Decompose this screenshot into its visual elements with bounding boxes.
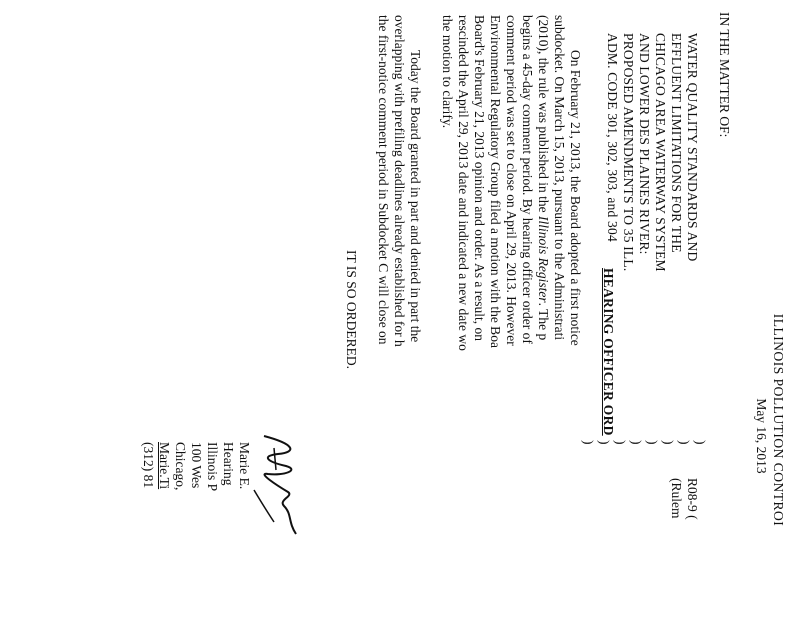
signature-name: Marie E.	[237, 442, 252, 490]
header-date: May 16, 2013	[754, 398, 769, 474]
signature-title: Hearing	[221, 442, 236, 486]
paragraph-1-line: On February 21, 2013, the Board adopted a first notice	[568, 50, 583, 346]
docket-type: (Rulem	[669, 478, 684, 519]
caption-paren: )	[677, 440, 692, 445]
publication-title: Illinois Register	[536, 215, 551, 303]
paragraph-1-line: comment period was set to close on April 29, 2013. However	[504, 15, 519, 346]
paragraph-1-line: rescinded the April 29, 2013 date and indicated a new date wo	[456, 15, 471, 351]
paragraph-2-line: the first-notice comment period in Subdocket C will close on	[376, 15, 391, 345]
caption-paren: )	[613, 440, 628, 445]
caption-paren: )	[661, 440, 676, 445]
paragraph-1-line	[536, 15, 551, 340]
paragraph-1-text: (2010), the rule was published in the	[536, 15, 551, 216]
signature-address: 100 Wes	[189, 442, 204, 489]
caption-line: WATER QUALITY STANDARDS AND	[685, 33, 700, 262]
caption-line: AND LOWER DES PLAINES RIVER:	[637, 33, 652, 255]
matter-heading: IN THE MATTER OF:	[717, 12, 732, 138]
caption-paren: )	[629, 440, 644, 445]
paragraph-1-line: the motion to clarify.	[440, 15, 455, 129]
signature-email-link[interactable]: Marie.Ti	[157, 442, 172, 490]
caption-paren: )	[597, 440, 612, 445]
signature-agency: Illinois P	[205, 442, 220, 492]
signature-phone: (312) 81	[141, 442, 156, 489]
order-heading: HEARING OFFICER ORD	[601, 268, 616, 436]
signature-city: Chicago,	[173, 442, 188, 491]
caption-line: EFFLUENT LIMITATIONS FOR THE	[669, 33, 684, 253]
caption-line: ADM. CODE 301, 302, 303, and 304	[605, 33, 620, 242]
paragraph-1-line: begins a 45-day comment period. By hearing officer order of	[520, 15, 535, 344]
caption-paren: )	[645, 440, 660, 445]
paragraph-1-line: subdocket. On March 15, 2013, pursuant to the Administrati	[552, 15, 567, 341]
caption-paren: )	[581, 440, 596, 445]
paragraph-1-line: Board's February 21, 2013 opinion and order. As a result, on	[472, 15, 487, 342]
paragraph-1-line: Environmental Regulatory Group filed a motion with the Boa	[488, 15, 503, 348]
paragraph-2-line: Today the Board granted in part and denied in part the	[408, 50, 423, 343]
paragraph-2-line: overlapping with prefiling deadlines already established for h	[392, 15, 407, 347]
caption-paren: )	[693, 440, 708, 445]
paragraph-1-text: . The p	[536, 302, 551, 341]
header-agency-title: ILLINOIS POLLUTION CONTROI	[771, 313, 786, 527]
caption-line: CHICAGO AREA WATERWAY SYSTEM	[653, 33, 668, 272]
closing-statement: IT IS SO ORDERED.	[344, 250, 359, 370]
caption-line: PROPOSED AMENDMENTS TO 35 ILL.	[621, 33, 636, 272]
handwritten-signature	[248, 430, 308, 540]
docket-number: R08-9 (	[685, 478, 700, 520]
